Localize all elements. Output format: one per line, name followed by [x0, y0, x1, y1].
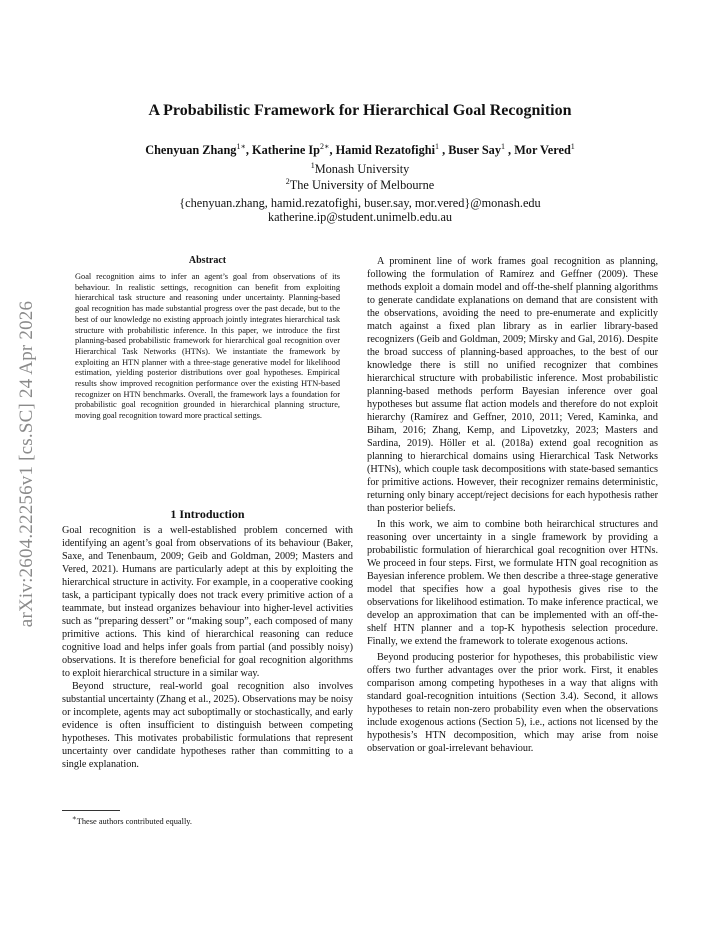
author-mark: 1∗ — [236, 142, 246, 151]
abstract-text: Goal recognition aims to infer an agent’s goal from observations of its behaviour. In realistic settings, recognition can benefit from exploiting hierarchical task structure and reasoning under uncertainty. Planning-based goal recognition has made substantial progress over the past decade, but to the best of our knowledge no existing approach jointly integrates hierarchical task structure with probabilistic inference. In this paper, we introduce the first planning-based probabilistic framework for hierarchical goal recognition over Hierarchical Task Networks (HTNs). We instantiate the framework by exploiting an HTN planner with a three-stage generative model for likelihood estimation, yielding posterior distributions over goal hypotheses. Empirical results show improved recognition performance over the existing HTN-based recognizer on HTN benchmarks. Overall, the framework lays a foundation for probabilistic goal recognition grounded in hierarchical planning structure, moving goal recognition toward more practical settings. — [75, 272, 340, 421]
author-name: Mor Vered — [514, 143, 571, 158]
author-separator: , — [245, 143, 253, 158]
intro-right-column — [367, 255, 658, 755]
paragraph: A prominent line of work frames goal recognition as planning, following the formulation of Ramírez and Geffner (2009). These methods exploit a domain model and off-the-shelf planning algorithms to generate candidate explanations on demand that are consistent with the observations, avoiding the need to pre-enumerate and explicitly match against a fixed plan library as in earlier library-based recognizers (Geib and Goldman, 2009; Mirsky and Gal, 2016). Despite the broad success of planning-based approaches, to the best of our knowledge there is still no unified recognizer that combines hierarchical structure with probabilistic inference. Most probabilistic planning-based methods perform Bayesian inference over goal hypotheses but assume flat action models and therefore do not exploit hierarchy (Ramírez and Geffner, 2010, 2011; Vered, Kaminka, and Biham, 2016; Zhang, Kemp, and Lipovetzky, 2023; Masters and Sardina, 2019). Höller et al. (2018a) extend goal recognition as planning to hierarchical domains using Hierarchical Task Networks (HTNs), which couple task decompositions with state-based semantics for primitive actions. However, their recognizer remains deterministic, returning only binary accept/reject decisions for each hypothesis rather than posterior beliefs. — [367, 256, 658, 514]
author-name: Buser Say — [448, 143, 501, 158]
author-name: Hamid Rezatofighi — [335, 143, 435, 158]
author-name: Katherine Ip — [252, 143, 321, 158]
section-heading: 1 Introduction — [170, 507, 245, 521]
footnote — [72, 814, 192, 826]
affiliation-mark: 1 — [310, 161, 315, 170]
author-list — [0, 142, 720, 158]
author-separator: , — [329, 143, 336, 158]
footnote-mark: ∗ — [72, 814, 77, 822]
abstract-heading: Abstract — [188, 255, 227, 266]
paragraph: Beyond producing posterior for hypotheses, this probabilistic view offers two further advantages over the prior work. First, it enables comparison among competing hypotheses in a way that aligns with standard goal-recognition intuitions (Section 3.4). Second, it allows hypotheses to retain non-zero probability even when the observations include exogenous actions (Section 5), i.e., actions not licensed by the hypothesis’s HTN decomposition, which may arise from noise observation or goal-irrelevant behaviour. — [367, 652, 658, 754]
paragraph: Beyond structure, real-world goal recognition also involves substantial uncertainty (Zhang et al., 2025). Observations may be noisy or incomplete, agents may act suboptimally or stochastically, and early evidence is often insufficient to distinguish between competing hypotheses. This motivates probabilistic formulations that represent uncertainty over candidate hypotheses rather than committing to a single explanation. — [62, 681, 353, 770]
arxiv-stamp — [14, 258, 40, 670]
affiliation — [0, 161, 720, 177]
author-mark: 2∗ — [320, 142, 330, 151]
author-mark: 1 — [570, 142, 575, 151]
affiliation-name: The University of Melbourne — [289, 178, 435, 193]
email-line: katherine.ip@student.unimelb.edu.au — [267, 210, 453, 224]
author-emails — [0, 196, 720, 224]
author-separator: , — [439, 143, 449, 158]
email-line: {chenyuan.zhang, hamid.rezatofighi, buser.say, mor.vered}@monash.edu — [179, 196, 541, 210]
paper-title: A Probabilistic Framework for Hierarchical Goal Recognition — [148, 102, 572, 119]
affiliation — [0, 177, 720, 193]
author-name: Chenyuan Zhang — [145, 143, 237, 158]
footnote-text: These authors contributed equally. — [76, 816, 193, 826]
author-mark: 1 — [435, 142, 439, 151]
paragraph: In this work, we aim to combine both heirarchical structures and reasoning over uncertainty in a single framework by providing a probabilistic formulation of hierarchical goal recognition over HTNs. We proceed in four steps. First, we formulate HTN goal recognition as Bayesian inference problem. We then describe a three-stage generative model that specifies how a goal hypothesis gives rise to the observations for likelihood estimation. To make inference practical, we develop an approximation that can be implemented with an off-the-shelf HTN planner and a top-K hypothesis selection procedure. Finally, we extend the framework to tolerate exogenous actions. — [367, 519, 658, 647]
footnote-rule — [62, 810, 120, 811]
affiliation-name: Monash University — [314, 162, 410, 177]
affiliation-mark: 2 — [285, 177, 290, 186]
author-separator: , — [504, 143, 515, 158]
author-mark: 1 — [500, 142, 505, 151]
arxiv-stamp-text: arXiv:2604.22256v1 [cs.SC] 24 Apr 2026 — [16, 300, 37, 628]
intro-left-column — [62, 524, 353, 771]
paragraph: Goal recognition is a well-established problem concerned with identifying an agent’s goal from observations of its behaviour (Baker, Saxe, and Tenenbaum, 2009; Geib and Goldman, 2009; Masters and Vered, 2021). Humans are particularly adept at this by exploiting the hierarchical structure in activity. For example, in a cooperative cooking task, a participant typically does not track every primitive action of a teammate, but instead organizes behaviour into higher-level activities such as “preparing dessert” or “making soup”, each composed of many primitive actions. This kind of hierarchical reasoning can reduce cognitive load and helps infer goals from partial (and possibly noisy) observations. It is therefore beneficial for goal recognition algorithms to exploit hierarchical structure in a similar way. — [62, 525, 353, 679]
